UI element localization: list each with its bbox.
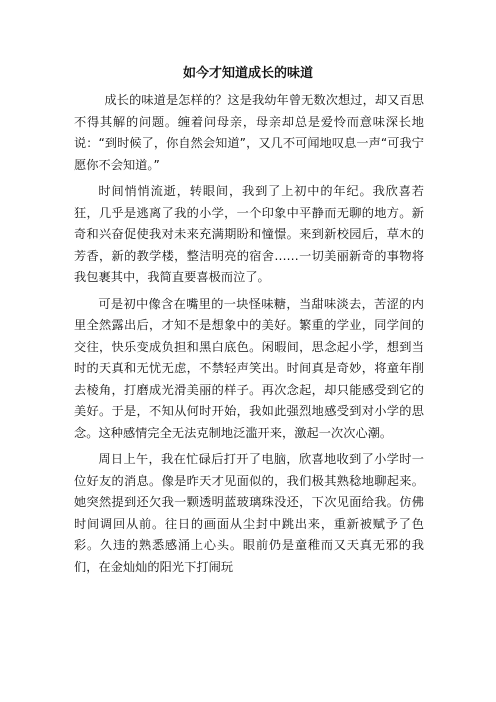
paragraph-4: 周日上午，我在忙碌后打开了电脑，欣喜地收到了小学时一位好友的消息。像是昨天才见面似的，我们极其熟稔地聊起来。她突然提到还欠我一颗透明蓝玻璃珠没还，下次见面给我。仿佛时间调回从前。往日的画面从尘封中跳出来，重新被赋予了色彩。久违的熟悉感涌上心头。眼前仍是童稚而又天真无邪的我们，在金灿灿的阳光下打闹玩 [74,452,424,574]
paragraph-2: 时间悄悄流逝，转眼间，我到了上初中的年纪。我欣喜若狂，几乎是逃离了我的小学，一个印象中平静而无聊的地方。新奇和兴奋促使我对未来充满期盼和憧憬。来到新校园后，草木的芳香，新的教学楼，整洁明亮的宿舍……一切美丽新奇的事物将我包裹其中，我简直要喜极而泣了。 [74,184,424,284]
paragraph-1: 成长的味道是怎样的？这是我幼年曾无数次想过，却又百思不得其解的问题。缠着问母亲，母亲却总是爱怜而意味深长地说：“到时候了，你自然会知道”，又几不可闻地叹息一声“可我宁愿你不会知道。” [74,93,424,172]
paragraph-3: 可是初中像含在嘴里的一块怪味糖，当甜味淡去，苦涩的内里全然露出后，才知不是想象中的美好。繁重的学业，同学间的交往，快乐变成负担和黑白底色。闲暇间，思念起小学，想到当时的天真和无忧无虑，不禁轻声笑出。时间真是奇妙，将童年削去棱角，打磨成光滑美丽的样子。再次念起，却只能感受到它的美好。于是，不知从何时开始，我如此强烈地感受到对小学的思念。这种感情完全无法克制地泛滥开来，激起一次次心潮。 [74,296,424,440]
document-title: 如今才知道成长的味道 [182,66,313,81]
document-body [74,90,424,583]
